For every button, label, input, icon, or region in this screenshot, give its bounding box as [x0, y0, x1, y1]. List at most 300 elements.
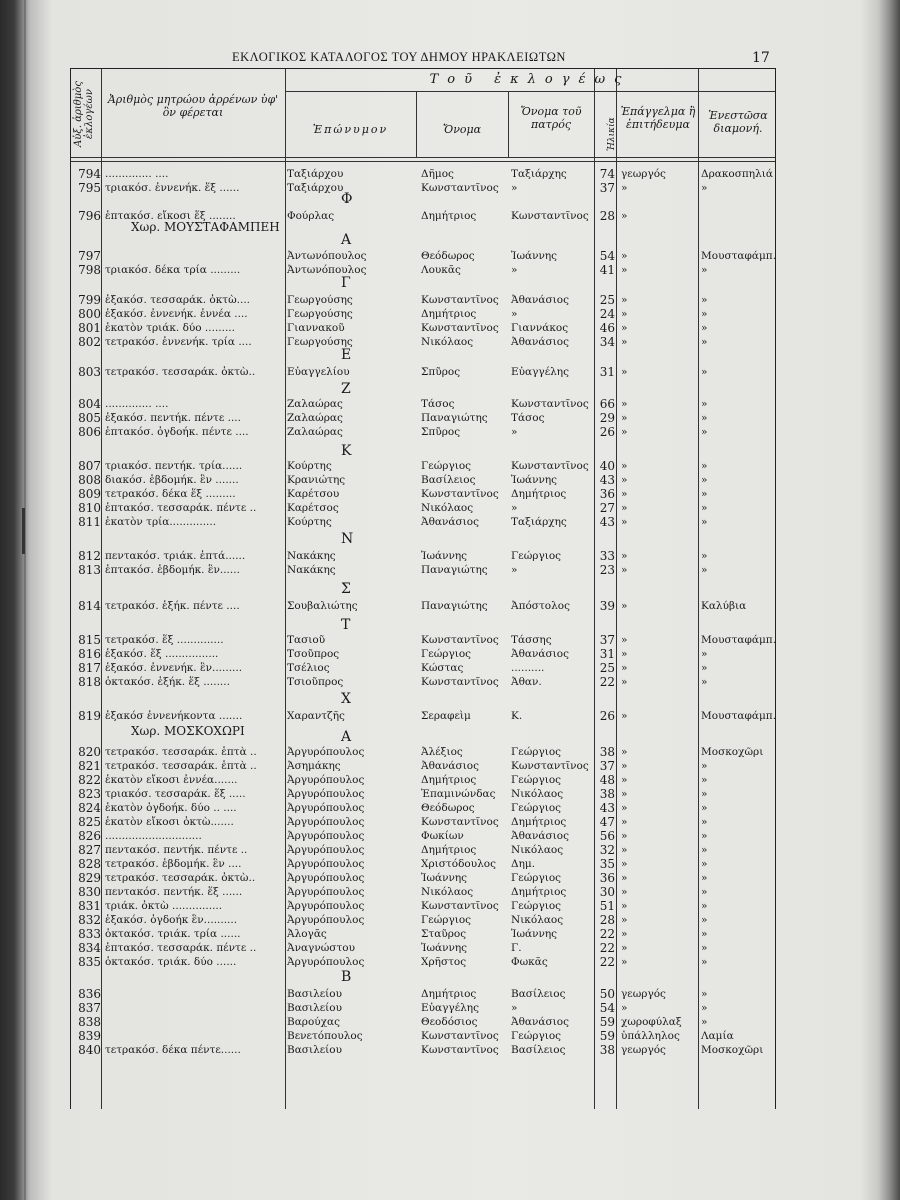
- cell-res: »: [701, 760, 708, 772]
- letter-heading: Τ: [341, 617, 351, 633]
- header-father: Ὄνομα τοῦ πατρός: [520, 105, 582, 131]
- cell-prof: »: [621, 662, 628, 674]
- cell-father: Γεώργιος: [511, 550, 562, 562]
- cell-age: 74: [599, 167, 615, 181]
- cell-age: 43: [599, 515, 615, 529]
- cell-age: 31: [599, 365, 615, 379]
- cell-sur: Κούρτης: [287, 460, 332, 472]
- cell-age: 37: [599, 181, 615, 195]
- cell-reg: τετρακόσ. ἕξ ..............: [105, 634, 224, 646]
- cell-father: Γιαννάκος: [511, 322, 569, 334]
- cell-num: 838: [78, 1015, 101, 1029]
- cell-reg: τριακόσ. ἐννενήκ. ἕξ ......: [105, 182, 240, 194]
- cell-name: Γεώργιος: [421, 460, 472, 472]
- table-row: [71, 563, 775, 579]
- cell-father: Βασίλειος: [511, 1044, 566, 1056]
- cell-age: 39: [599, 599, 615, 613]
- cell-name: Σπῦρος: [421, 366, 461, 378]
- cell-name: Σπῦρος: [421, 426, 461, 438]
- table-row: [71, 599, 775, 615]
- cell-age: 40: [599, 459, 615, 473]
- cell-res: Μουσταφάμπ.: [701, 710, 777, 722]
- page-title: ΕΚΛΟΓΙΚΟΣ ΚΑΤΑΛΟΓΟΣ ΤΟΥ ΔΗΜΟΥ ΗΡΑΚΛΕΙΩΤΩΝ: [232, 50, 566, 64]
- cell-num: 807: [78, 459, 101, 473]
- cell-father: Κ.: [511, 710, 523, 722]
- cell-prof: »: [621, 502, 628, 514]
- cell-reg: διακόσ. ἑβδομήκ. ἓν .......: [105, 474, 239, 486]
- cell-res: »: [701, 182, 708, 194]
- cell-father: Ἀθανάσιος: [511, 336, 569, 348]
- cell-sur: Ἀργυρόπουλος: [287, 746, 365, 758]
- cell-reg: ἑπτακόσ. ἑβδομήκ. ἓν......: [105, 564, 240, 576]
- cell-sur: Χαραντζῆς: [287, 710, 345, 722]
- header-surname: Ἐπώνυμον: [312, 123, 389, 136]
- cell-reg: ἑξακόσ. ὀγδοήκ ἓν..........: [105, 914, 238, 926]
- cell-age: 43: [599, 473, 615, 487]
- cell-reg: τετρακόσ. δέκα ἕξ .........: [105, 488, 236, 500]
- cell-age: 33: [599, 549, 615, 563]
- cell-name: Σταῦρος: [421, 928, 467, 940]
- cell-num: 823: [78, 787, 101, 801]
- cell-father: Κωνσταντῖνος: [511, 460, 589, 472]
- header-age: Ἡλικία: [607, 117, 617, 151]
- cell-reg: τετρακόσ. τεσσαράκ. ὀκτὼ..: [105, 872, 256, 884]
- page-number: 17: [752, 50, 770, 66]
- cell-name: Χρῆστος: [421, 956, 467, 968]
- cell-name: Κωνσταντῖνος: [421, 1030, 499, 1042]
- cell-sur: Ἀντωνόπουλος: [287, 250, 367, 262]
- cell-age: 50: [599, 987, 615, 1001]
- cell-age: 24: [599, 307, 615, 321]
- cell-sur: Τσέλιος: [287, 662, 330, 674]
- cell-sur: Γιαννακοῦ: [287, 322, 345, 334]
- cell-prof: »: [621, 802, 628, 814]
- ink-mark: [22, 508, 25, 554]
- cell-father: Ταξιάρχης: [511, 516, 567, 528]
- cell-name: Δημήτριος: [421, 774, 477, 786]
- cell-num: 810: [78, 501, 101, 515]
- cell-reg: πεντακόσ. πεντήκ. πέντε ..: [105, 844, 248, 856]
- cell-res: »: [701, 294, 708, 306]
- cell-num: 829: [78, 871, 101, 885]
- cell-num: 800: [78, 307, 101, 321]
- cell-prof: »: [621, 710, 628, 722]
- cell-res: »: [701, 550, 708, 562]
- cell-father: Νικόλαος: [511, 844, 564, 856]
- cell-num: 820: [78, 745, 101, 759]
- cell-age: 37: [599, 633, 615, 647]
- cell-name: Νικόλαος: [421, 886, 474, 898]
- cell-age: 38: [599, 745, 615, 759]
- cell-res: Δρακοσπηλιά: [701, 168, 773, 180]
- cell-father: »: [511, 502, 518, 514]
- cell-name: Δημήτριος: [421, 210, 477, 222]
- cell-sur: Ἀργυρόπουλος: [287, 774, 365, 786]
- cell-name: Κωνσταντῖνος: [421, 1044, 499, 1056]
- cell-res: »: [701, 662, 708, 674]
- cell-father: »: [511, 308, 518, 320]
- cell-num: 840: [78, 1043, 101, 1057]
- cell-age: 54: [599, 249, 615, 263]
- cell-reg: ὀκτακόσ. ἑξήκ. ἕξ ........: [105, 676, 230, 688]
- cell-num: 809: [78, 487, 101, 501]
- cell-sur: Βασιλείου: [287, 1002, 343, 1014]
- cell-prof: »: [621, 676, 628, 688]
- cell-name: Δημήτριος: [421, 988, 477, 1000]
- cell-age: 27: [599, 501, 615, 515]
- cell-name: Γεώργιος: [421, 914, 472, 926]
- cell-reg: τριακόσ. πεντήκ. τρία......: [105, 460, 243, 472]
- cell-sur: Ἀσημάκης: [287, 760, 341, 772]
- cell-father: Νικόλαος: [511, 914, 564, 926]
- cell-sur: Γεωργούσης: [287, 336, 353, 348]
- cell-sur: Ἀργυρόπουλος: [287, 886, 365, 898]
- cell-father: Δημ.: [511, 858, 536, 870]
- cell-res: »: [701, 872, 708, 884]
- header-registry: Ἀριθμὸς μητρώου ἀρρένων ὑφ' ὃν φέρεται: [107, 93, 279, 119]
- cell-name: Ἀθανάσιος: [421, 516, 479, 528]
- table-row: [71, 425, 775, 441]
- cell-name: Νικόλαος: [421, 336, 474, 348]
- table-row: [71, 709, 775, 725]
- cell-res: »: [701, 942, 708, 954]
- cell-res: »: [701, 322, 708, 334]
- cell-num: 819: [78, 709, 101, 723]
- cell-father: »: [511, 264, 518, 276]
- cell-prof: »: [621, 474, 628, 486]
- cell-name: Εὐαγγέλης: [421, 1002, 479, 1014]
- village-heading: Χωρ. ΜΟΥΣΤΑΦΑΜΠΕΗ: [131, 220, 280, 234]
- cell-sur: Ταξιάρχου: [287, 182, 344, 194]
- cell-sur: Ἀργυρόπουλος: [287, 816, 365, 828]
- cell-reg: πεντακόσ. πεντήκ. ἕξ ......: [105, 886, 243, 898]
- cell-father: Γεώργιος: [511, 872, 562, 884]
- column-rule: [508, 91, 509, 157]
- cell-age: 56: [599, 829, 615, 843]
- cell-name: Δῆμος: [421, 168, 454, 180]
- cell-father: »: [511, 564, 518, 576]
- cell-prof: »: [621, 844, 628, 856]
- cell-name: Κώστας: [421, 662, 464, 674]
- cell-sur: Ζαλαώρας: [287, 412, 343, 424]
- cell-sur: Ἀργυρόπουλος: [287, 802, 365, 814]
- cell-num: 834: [78, 941, 101, 955]
- cell-age: 54: [599, 1001, 615, 1015]
- cell-prof: »: [621, 914, 628, 926]
- cell-father: Ἀθανάσιος: [511, 648, 569, 660]
- cell-res: »: [701, 648, 708, 660]
- cell-num: 802: [78, 335, 101, 349]
- cell-prof: »: [621, 956, 628, 968]
- cell-prof: »: [621, 816, 628, 828]
- cell-num: 794: [78, 167, 101, 181]
- cell-sur: Ἀργυρόπουλος: [287, 788, 365, 800]
- cell-name: Σεραφεὶμ: [421, 710, 471, 722]
- cell-num: 803: [78, 365, 101, 379]
- cell-sur: Ἀντωνόπουλος: [287, 264, 367, 276]
- header-rule: [285, 91, 775, 92]
- letter-heading: Σ: [341, 581, 351, 597]
- cell-father: Νικόλαος: [511, 788, 564, 800]
- cell-father: ..........: [511, 662, 545, 674]
- cell-res: »: [701, 886, 708, 898]
- cell-name: Κωνσταντῖνος: [421, 634, 499, 646]
- cell-num: 836: [78, 987, 101, 1001]
- cell-num: 812: [78, 549, 101, 563]
- cell-res: Καλύβια: [701, 600, 747, 612]
- cell-reg: .............. ....: [105, 398, 169, 410]
- table-row: [71, 1043, 775, 1059]
- cell-num: 837: [78, 1001, 101, 1015]
- cell-num: 828: [78, 857, 101, 871]
- cell-prof: »: [621, 264, 628, 276]
- table-row: [71, 675, 775, 691]
- letter-heading: Γ: [341, 275, 351, 291]
- cell-num: 821: [78, 759, 101, 773]
- cell-prof: »: [621, 182, 628, 194]
- cell-sur: Βενετόπουλος: [287, 1030, 363, 1042]
- cell-prof: »: [621, 872, 628, 884]
- cell-father: Ἀθανάσιος: [511, 294, 569, 306]
- letter-heading: Α: [341, 729, 352, 745]
- cell-prof: »: [621, 322, 628, 334]
- table-row: [71, 515, 775, 531]
- cell-sur: Ἀργυρόπουλος: [287, 858, 365, 870]
- cell-prof: »: [621, 942, 628, 954]
- table-row: [71, 181, 775, 197]
- cell-num: 806: [78, 425, 101, 439]
- cell-num: 808: [78, 473, 101, 487]
- cell-age: 46: [599, 321, 615, 335]
- cell-num: 825: [78, 815, 101, 829]
- cell-num: 813: [78, 563, 101, 577]
- cell-res: »: [701, 858, 708, 870]
- cell-reg: ἑπτακόσ. τεσσαράκ. πέντε ..: [105, 502, 257, 514]
- cell-prof: »: [621, 648, 628, 660]
- cell-age: 43: [599, 801, 615, 815]
- cell-reg: ἑκατὸν τρία..............: [105, 516, 217, 528]
- cell-father: »: [511, 426, 518, 438]
- cell-prof: »: [621, 928, 628, 940]
- cell-prof: »: [621, 634, 628, 646]
- cell-father: Ἀθαν.: [511, 676, 542, 688]
- cell-prof: »: [621, 788, 628, 800]
- cell-reg: τετρακόσ. δέκα πέντε......: [105, 1044, 241, 1056]
- letter-heading: Κ: [341, 443, 352, 459]
- cell-father: Κωνσταντῖνος: [511, 210, 589, 222]
- cell-name: Θεοδόσιος: [421, 1016, 478, 1028]
- cell-res: »: [701, 928, 708, 940]
- cell-age: 22: [599, 927, 615, 941]
- cell-name: Κωνσταντῖνος: [421, 900, 499, 912]
- header-residence: Ἐνεστῶσα διαμονή.: [708, 109, 768, 135]
- cell-age: 66: [599, 397, 615, 411]
- cell-res: »: [701, 956, 708, 968]
- cell-father: Δημήτριος: [511, 488, 567, 500]
- binding-shadow: [24, 0, 26, 1200]
- cell-res: »: [701, 264, 708, 276]
- cell-res: »: [701, 502, 708, 514]
- cell-age: 38: [599, 787, 615, 801]
- cell-age: 34: [599, 335, 615, 349]
- cell-age: 35: [599, 857, 615, 871]
- cell-name: Τάσος: [421, 398, 455, 410]
- cell-age: 32: [599, 843, 615, 857]
- cell-prof: ὑπάλληλος: [621, 1030, 680, 1042]
- cell-father: Ταξιάρχης: [511, 168, 567, 180]
- cell-res: »: [701, 830, 708, 842]
- cell-res: »: [701, 460, 708, 472]
- cell-name: Ἀλέξιος: [421, 746, 463, 758]
- cell-prof: χωροφύλαξ: [621, 1016, 682, 1028]
- cell-res: Μουσταφάμπ.: [701, 250, 777, 262]
- cell-name: Κωνσταντῖνος: [421, 488, 499, 500]
- cell-name: Θεόδωρος: [421, 802, 475, 814]
- cell-res: »: [701, 1002, 708, 1014]
- cell-reg: τριακόσ. τεσσαράκ. ἕξ .....: [105, 788, 246, 800]
- cell-age: 36: [599, 871, 615, 885]
- cell-father: Ἀπόστολος: [511, 600, 570, 612]
- cell-father: Εὐαγγέλης: [511, 366, 569, 378]
- cell-prof: »: [621, 830, 628, 842]
- cell-res: Μοσκοχῶρι: [701, 746, 764, 758]
- cell-num: 830: [78, 885, 101, 899]
- cell-sur: Σουβαλιώτης: [287, 600, 358, 612]
- cell-name: Ἰωάννης: [421, 942, 468, 954]
- cell-age: 47: [599, 815, 615, 829]
- cell-name: Κωνσταντῖνος: [421, 676, 499, 688]
- cell-prof: »: [621, 886, 628, 898]
- cell-father: Ἰωάννης: [511, 928, 558, 940]
- letter-heading: Β: [341, 969, 352, 985]
- cell-reg: ἑκατὸν εἴκοσι ἐννέα.......: [105, 774, 238, 786]
- cell-sur: Κούρτης: [287, 516, 332, 528]
- cell-sur: Ἀργυρόπουλος: [287, 844, 365, 856]
- cell-name: Δημήτριος: [421, 844, 477, 856]
- cell-reg: ἑξακόσ. πεντήκ. πέντε ....: [105, 412, 241, 424]
- register-table: [70, 68, 776, 1109]
- cell-sur: Βαρούχας: [287, 1016, 341, 1028]
- cell-reg: ἑκατὸν ὀγδοήκ. δύο .. ....: [105, 802, 237, 814]
- cell-prof: »: [621, 600, 628, 612]
- cell-reg: τετρακόσ. τεσσαράκ. ἑπτὰ ..: [105, 760, 257, 772]
- cell-reg: ἑπτακόσ. ὀγδοήκ. πέντε ....: [105, 426, 249, 438]
- cell-prof: »: [621, 488, 628, 500]
- cell-num: 798: [78, 263, 101, 277]
- cell-father: Γεώργιος: [511, 746, 562, 758]
- cell-name: Θεόδωρος: [421, 250, 475, 262]
- cell-prof: »: [621, 774, 628, 786]
- cell-num: 801: [78, 321, 101, 335]
- cell-res: »: [701, 366, 708, 378]
- cell-father: Γεώργιος: [511, 802, 562, 814]
- cell-sur: Καρέτσος: [287, 502, 339, 514]
- cell-res: »: [701, 426, 708, 438]
- cell-father: Κωνσταντῖνος: [511, 760, 589, 772]
- cell-age: 59: [599, 1015, 615, 1029]
- cell-num: 811: [78, 515, 101, 529]
- cell-reg: ἑπτακόσ. τεσσαράκ. πέντε ..: [105, 942, 257, 954]
- cell-age: 29: [599, 411, 615, 425]
- cell-name: Βασίλειος: [421, 474, 476, 486]
- cell-sur: Ἀργυρόπουλος: [287, 830, 365, 842]
- header-name: Ὄνομα: [442, 123, 482, 136]
- cell-num: 824: [78, 801, 101, 815]
- cell-num: 833: [78, 927, 101, 941]
- cell-name: Κωνσταντῖνος: [421, 294, 499, 306]
- cell-name: Κωνσταντῖνος: [421, 816, 499, 828]
- table-row: [71, 263, 775, 279]
- letter-heading: Ζ: [341, 381, 351, 397]
- cell-reg: τετρακόσ. ἑξήκ. πέντε ....: [105, 600, 240, 612]
- cell-reg: ὀκτακόσ. τριάκ. δύο ......: [105, 956, 237, 968]
- cell-father: Τάσσης: [511, 634, 552, 646]
- cell-father: Κωνσταντῖνος: [511, 398, 589, 410]
- cell-num: 814: [78, 599, 101, 613]
- cell-name: Νικόλαος: [421, 502, 474, 514]
- cell-res: »: [701, 516, 708, 528]
- cell-prof: γεωργός: [621, 988, 666, 1000]
- cell-res: Μοσκοχῶρι: [701, 1044, 764, 1056]
- cell-res: »: [701, 398, 708, 410]
- cell-age: 48: [599, 773, 615, 787]
- cell-res: »: [701, 1016, 708, 1028]
- cell-father: Ἀθανάσιος: [511, 1016, 569, 1028]
- cell-num: 796: [78, 209, 101, 223]
- cell-reg: ἑξακόσ. ἐννενήκ. ἐννέα ....: [105, 308, 248, 320]
- cell-name: Λουκᾶς: [421, 264, 461, 276]
- cell-prof: »: [621, 858, 628, 870]
- cell-num: 805: [78, 411, 101, 425]
- cell-reg: ὀκτακόσ. τριάκ. τρία ......: [105, 928, 241, 940]
- cell-sur: Τσιοῦπρος: [287, 676, 344, 688]
- cell-prof: »: [621, 1002, 628, 1014]
- cell-reg: τριάκ. ὀκτὼ ...............: [105, 900, 223, 912]
- header-serial: Αὐξ. ἀριθμὸς ἐκλογέων: [73, 81, 95, 147]
- cell-prof: »: [621, 398, 628, 410]
- cell-name: Δημήτριος: [421, 308, 477, 320]
- cell-age: 22: [599, 955, 615, 969]
- cell-age: 41: [599, 263, 615, 277]
- cell-father: Γεώργιος: [511, 1030, 562, 1042]
- cell-reg: .............. ....: [105, 168, 169, 180]
- cell-age: 30: [599, 885, 615, 899]
- cell-prof: »: [621, 550, 628, 562]
- cell-sur: Καρέτσου: [287, 488, 340, 500]
- cell-res: »: [701, 488, 708, 500]
- table-row: [71, 955, 775, 971]
- cell-reg: .............................: [105, 830, 202, 842]
- cell-sur: Βασιλείου: [287, 988, 343, 1000]
- cell-num: 804: [78, 397, 101, 411]
- cell-res: »: [701, 308, 708, 320]
- cell-sur: Νακάκης: [287, 550, 336, 562]
- cell-prof: »: [621, 900, 628, 912]
- cell-reg: ἑπτακόσ. εἴκοσι ἕξ ........: [105, 210, 236, 222]
- cell-sur: Ζαλαώρας: [287, 398, 343, 410]
- cell-sur: Γεωργούσης: [287, 308, 353, 320]
- letter-heading: Ν: [341, 531, 354, 547]
- cell-prof: »: [621, 760, 628, 772]
- cell-reg: τετρακόσ. ἑβδομήκ. ἓν ....: [105, 858, 242, 870]
- cell-age: 25: [599, 661, 615, 675]
- letter-heading: Φ: [341, 191, 353, 207]
- cell-father: »: [511, 182, 518, 194]
- cell-prof: »: [621, 426, 628, 438]
- cell-prof: »: [621, 294, 628, 306]
- cell-res: »: [701, 564, 708, 576]
- cell-age: 28: [599, 913, 615, 927]
